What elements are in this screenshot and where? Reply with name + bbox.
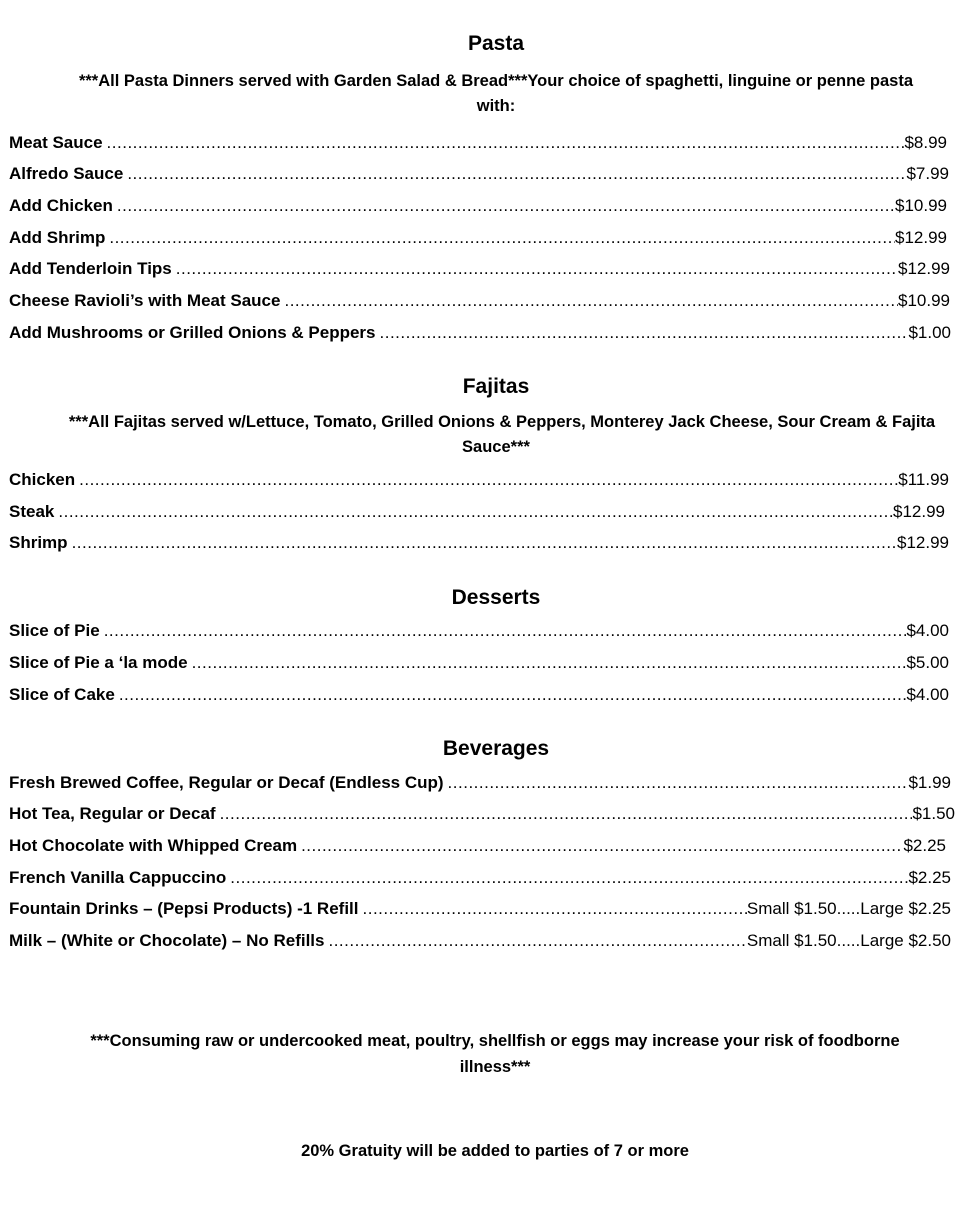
menu-item: [9, 290, 950, 312]
gratuity-note: 20% Gratuity will be added to parties of 7 or more: [301, 1142, 689, 1160]
item-price: $2.25: [903, 836, 946, 855]
dot-leader: [328, 930, 746, 952]
item-price: $11.99: [898, 470, 949, 489]
fajitas-note-line1: ***All Fajitas served w/Lettuce, Tomato, Grilled Onions & Peppers, Monterey Jack Cheese, Sour Cream & Fajita: [68, 413, 936, 431]
item-price: $5.00: [906, 653, 949, 672]
item-name: Add Shrimp: [9, 228, 106, 247]
menu-item: [9, 469, 949, 491]
dot-leader: [109, 227, 895, 249]
item-price: $4.00: [906, 685, 949, 704]
dot-leader: [220, 803, 913, 825]
item-price: $8.99: [904, 133, 947, 152]
fajitas-note-line2: Sauce***: [462, 438, 530, 456]
dot-leader: [176, 258, 898, 280]
item-price: $7.99: [906, 164, 949, 183]
menu-item: [9, 501, 945, 523]
menu-item: [9, 684, 949, 706]
item-name: Slice of Pie: [9, 621, 100, 640]
menu-item: [9, 898, 951, 920]
dot-leader: [119, 684, 907, 706]
item-price: $12.99: [893, 502, 945, 521]
menu-item: [9, 322, 951, 344]
dot-leader: [127, 163, 906, 185]
menu-item: [9, 620, 949, 642]
item-name: Fresh Brewed Coffee, Regular or Decaf (Endless Cup): [9, 773, 444, 792]
item-name: Shrimp: [9, 533, 68, 552]
item-name: Add Tenderloin Tips: [9, 259, 172, 278]
item-name: Steak: [9, 502, 55, 521]
dot-leader: [284, 290, 898, 312]
item-name: Meat Sauce: [9, 133, 103, 152]
dot-leader: [117, 195, 895, 217]
item-price: $2.25: [908, 868, 951, 887]
item-name: Chicken: [9, 470, 76, 489]
item-name: French Vanilla Cappuccino: [9, 868, 227, 887]
beverages-title: Beverages: [442, 737, 550, 760]
menu-item: [9, 258, 950, 280]
menu-item: [9, 930, 951, 952]
pasta-title: Pasta: [467, 32, 525, 55]
menu-item: [9, 532, 949, 554]
dot-leader: [58, 501, 893, 523]
item-price: $10.99: [898, 291, 950, 310]
fajitas-title: Fajitas: [462, 375, 530, 398]
item-name: Fountain Drinks – (Pepsi Products) -1 Refill: [9, 899, 359, 918]
dot-leader: [192, 652, 907, 674]
menu-item: [9, 132, 947, 154]
item-price: $10.99: [895, 196, 947, 215]
item-name: Slice of Cake: [9, 685, 115, 704]
item-name: Hot Tea, Regular or Decaf: [9, 804, 216, 823]
menu-item: [9, 835, 946, 857]
pasta-note-line2: with:: [476, 97, 516, 115]
item-price: Small $1.50.....Large $2.50: [746, 931, 951, 950]
item-name: Milk – (White or Chocolate) – No Refills: [9, 931, 325, 950]
item-name: Slice of Pie a ‘la mode: [9, 653, 188, 672]
menu-item: [9, 867, 951, 889]
desserts-title: Desserts: [451, 586, 541, 609]
item-price: Small $1.50.....Large $2.25: [746, 899, 951, 918]
dot-leader: [380, 322, 909, 344]
menu-item: [9, 163, 949, 185]
dot-leader: [301, 835, 903, 857]
item-price: $12.99: [895, 228, 947, 247]
item-name: Add Chicken: [9, 196, 113, 215]
item-price: $1.50: [912, 804, 955, 823]
food-safety-warning-line2: illness***: [459, 1058, 531, 1076]
dot-leader: [107, 132, 905, 154]
menu-item: [9, 652, 949, 674]
item-name: Hot Chocolate with Whipped Cream: [9, 836, 298, 855]
item-price: $4.00: [906, 621, 949, 640]
item-price: $1.00: [908, 323, 951, 342]
dot-leader: [363, 898, 747, 920]
menu-item: [9, 772, 951, 794]
pasta-note-line1: ***All Pasta Dinners served with Garden Salad & Bread***Your choice of spaghetti, linguine or penne pasta: [78, 72, 914, 90]
item-name: Alfredo Sauce: [9, 164, 124, 183]
food-safety-warning-line1: ***Consuming raw or undercooked meat, poultry, shellfish or eggs may increase your risk of foodborne: [90, 1032, 900, 1050]
item-name: Cheese Ravioli’s with Meat Sauce: [9, 291, 281, 310]
item-price: $12.99: [898, 259, 950, 278]
dot-leader: [72, 532, 897, 554]
dot-leader: [448, 772, 909, 794]
dot-leader: [230, 867, 908, 889]
item-price: $1.99: [908, 773, 951, 792]
dot-leader: [104, 620, 907, 642]
item-name: Add Mushrooms or Grilled Onions & Peppers: [9, 323, 376, 342]
menu-item: [9, 227, 947, 249]
dot-leader: [79, 469, 898, 491]
item-price: $12.99: [897, 533, 949, 552]
menu-item: [9, 803, 955, 825]
menu-item: [9, 195, 947, 217]
